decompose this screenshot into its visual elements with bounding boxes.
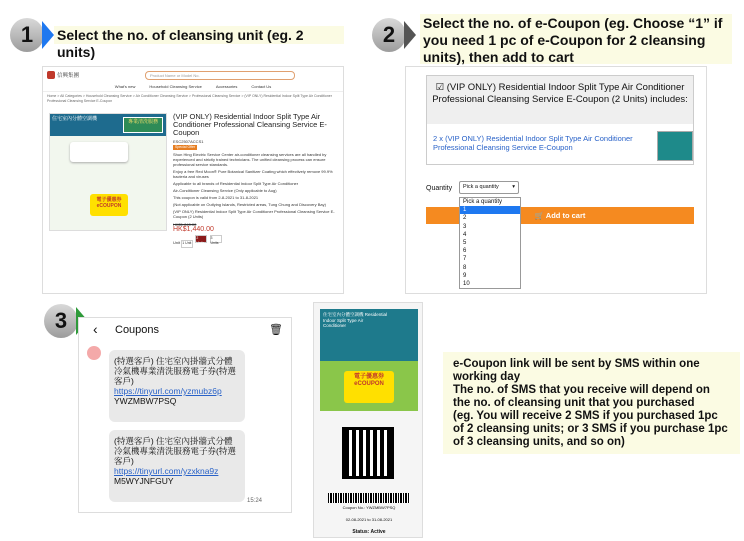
quantity-option[interactable]: 4	[463, 231, 467, 238]
qr-code	[342, 427, 394, 479]
coupon-validity: 02-08-2021 to 31-08-2021	[345, 517, 393, 522]
product-details	[173, 113, 339, 248]
brand-name: 信興集團	[57, 73, 80, 79]
sms-message-2: (特選客戶) 住宅室內掛牆式分體冷氣機專業清洗服務電子券(特選客戶) https://tinyurl.com/yzxkna9z M5WYJNFGUY	[109, 430, 245, 502]
sms-message-1: (特選客戶) 住宅室內掛牆式分體冷氣機專業清洗服務電子券(特選客戶) https://tinyurl.com/yzmubz6p YWZMBW7PSQ	[109, 350, 245, 422]
air-conditioner-icon	[70, 142, 128, 162]
step-1-badge: 1	[10, 18, 44, 52]
quantity-option[interactable]: Pick a quantity	[463, 199, 503, 205]
product-description-2: Enjoy a free Red Moon® Pure Botanical Sanitizer Coating which effectively remove 99.9% bacteria and viruses	[173, 169, 333, 179]
nav-item[interactable]: Household Cleansing Service	[149, 84, 202, 89]
quantity-option[interactable]: 3	[463, 223, 467, 230]
product-sku: ESC2507ACCS1	[173, 139, 204, 144]
note-line-3: (eg. You will receive 2 SMS if you purchased 1pc of 2 cleansing units; or 3 SMS if you purchase 1pc of 3 cleansing units, and so on)	[453, 410, 728, 448]
product-page-screenshot	[42, 66, 344, 294]
sms-code-1: YWZMBW7PSQ	[114, 396, 177, 406]
sms-code-2: M5WYJNFGUY	[114, 476, 174, 486]
old-price: HK$1,840.00	[173, 222, 197, 227]
message-timestamp: 15:24	[247, 498, 263, 504]
bundle-box	[426, 75, 694, 165]
sms-link-2[interactable]: https://tinyurl.com/yzxkna9z	[114, 466, 219, 476]
product-description-6: (Not applicable on Outlying Islands, Restricted areas, Tung Chung and Discovery Bay)	[173, 202, 326, 207]
quantity-option[interactable]: 6	[463, 248, 467, 255]
note-line-2: The no. of SMS that you receive will depend on the no. of cleansing unit that you purchased	[453, 384, 710, 409]
barcode	[328, 493, 410, 503]
step-1-arrow-icon	[42, 21, 54, 49]
product-image-badge: 專業清洗服務	[123, 117, 163, 133]
nav-item[interactable]: Accessories	[215, 84, 238, 89]
avatar	[87, 346, 101, 360]
cart-screenshot	[405, 66, 707, 294]
product-description-3: Applicable to all brands of Residential Indoor Split Type Air Conditioner	[173, 181, 299, 186]
site-header	[43, 67, 343, 83]
product-description-7: (VIP ONLY) Residential Indoor Split Type Air Conditioner Professional Cleansing Service E-Coupon (2 Units)	[173, 209, 335, 219]
ecoupon-badge: 電子優惠券 eCOUPON	[90, 194, 128, 216]
main-nav	[43, 83, 343, 92]
step-2-label: Select the no. of e-Coupon (eg. Choose “1” if you need 1 pc of e-Coupon for 2 cleansing units), then add to cart	[420, 14, 732, 64]
price: HK$1,440.00	[173, 226, 214, 233]
quantity-option[interactable]: 7	[463, 256, 467, 263]
quantity-label: Quantity	[426, 185, 453, 192]
quantity-dropdown-list	[459, 197, 521, 289]
product-description-1: Shun Hing Electric Service Center air-conditioner cleansing services are all handled by experienced and strictly trained technicians. The unified cleansing process can ensure professional service standards.	[173, 152, 327, 167]
quantity-option[interactable]: 8	[463, 264, 467, 271]
unit-option-3[interactable]: 3 Units	[210, 235, 222, 243]
step-1-label: Select the no. of cleansing unit (eg. 2 units)	[54, 26, 344, 44]
sms-screenshot	[78, 317, 292, 513]
product-image	[49, 113, 167, 231]
product-description-5: This coupon is valid from 2-8-2021 to 31-8-2021	[173, 195, 259, 200]
step-2-badge: 2	[372, 18, 406, 52]
back-arrow-icon[interactable]: ‹	[93, 321, 98, 337]
sms-info-note	[443, 352, 740, 454]
chevron-down-icon: ▾	[512, 184, 515, 190]
search-input[interactable]: Product Name or Model No.	[145, 71, 295, 80]
nav-item[interactable]: Contact Us	[251, 84, 272, 89]
ecoupon-badge: 電子優惠券 eCOUPON	[344, 371, 394, 403]
quantity-option[interactable]: 5	[463, 240, 467, 247]
quantity-option[interactable]: 10	[463, 281, 470, 288]
ecoupon-banner: 住宅室內分體空調機 Residential Indoor Split Type Air Conditioner	[320, 309, 418, 361]
coupon-status: Status: Active	[352, 529, 386, 535]
bundle-item[interactable]: 2 x (VIP ONLY) Residential Indoor Split Type Air Conditioner Professional Cleansing Service E-Coupon	[433, 134, 633, 152]
nav-item[interactable]: What's new	[114, 84, 136, 89]
bundle-item-thumbnail	[657, 131, 693, 161]
product-image-banner: 住宅室內分體空調機	[52, 116, 98, 122]
add-to-cart-button[interactable]: 🛒 Add to cart	[426, 207, 694, 224]
unit-option-1[interactable]: 1 Unit	[181, 240, 193, 248]
sms-thread-title: Coupons	[115, 324, 160, 336]
coupon-number: Coupon No.: YWZMBW7PSQ	[342, 505, 396, 510]
note-line-1: e-Coupon link will be sent by SMS within one working day	[453, 358, 700, 383]
step-3-badge: 3	[44, 304, 78, 338]
breadcrumb: Home > All Categories > Household Cleansing Service > Air Conditioner Cleansing Service > Professional Cleansing Service > (VIP ONLY) Residential Indoor Split Type Air Conditioner Professional Cleansing Service E-Coupon	[47, 94, 332, 103]
unit-label: Unit	[173, 240, 181, 245]
checkbox-icon: ☑	[435, 82, 447, 93]
sms-link-1[interactable]: https://tinyurl.com/yzmubz6p	[114, 386, 222, 396]
special-offer-badge: Special Offer	[175, 145, 196, 149]
brand-logo-icon	[47, 71, 55, 79]
quantity-option-selected[interactable]: 1	[460, 206, 520, 214]
product-title: (VIP ONLY) Residential Indoor Split Type Air Conditioner Professional Cleansing Service E-Coupon	[173, 112, 327, 137]
trash-icon[interactable]: 🗑	[269, 324, 283, 336]
product-description-4: Air-Conditioner Cleansing Service (Only applicable to Aug)	[173, 188, 277, 193]
step-2-arrow-icon	[404, 21, 416, 49]
quantity-option[interactable]: 9	[463, 272, 467, 279]
quantity-option[interactable]: 2	[463, 215, 467, 222]
ecoupon-screenshot	[313, 302, 423, 538]
quantity-select[interactable]: Pick a quantity ▾	[459, 181, 519, 194]
bundle-heading: ☑ (VIP ONLY) Residential Indoor Split Type Air Conditioner Professional Cleansing Service E-Coupon (2 Units) includes:	[427, 76, 693, 124]
unit-option-2[interactable]: 2 Units	[195, 235, 207, 243]
cart-icon: 🛒	[534, 211, 546, 220]
